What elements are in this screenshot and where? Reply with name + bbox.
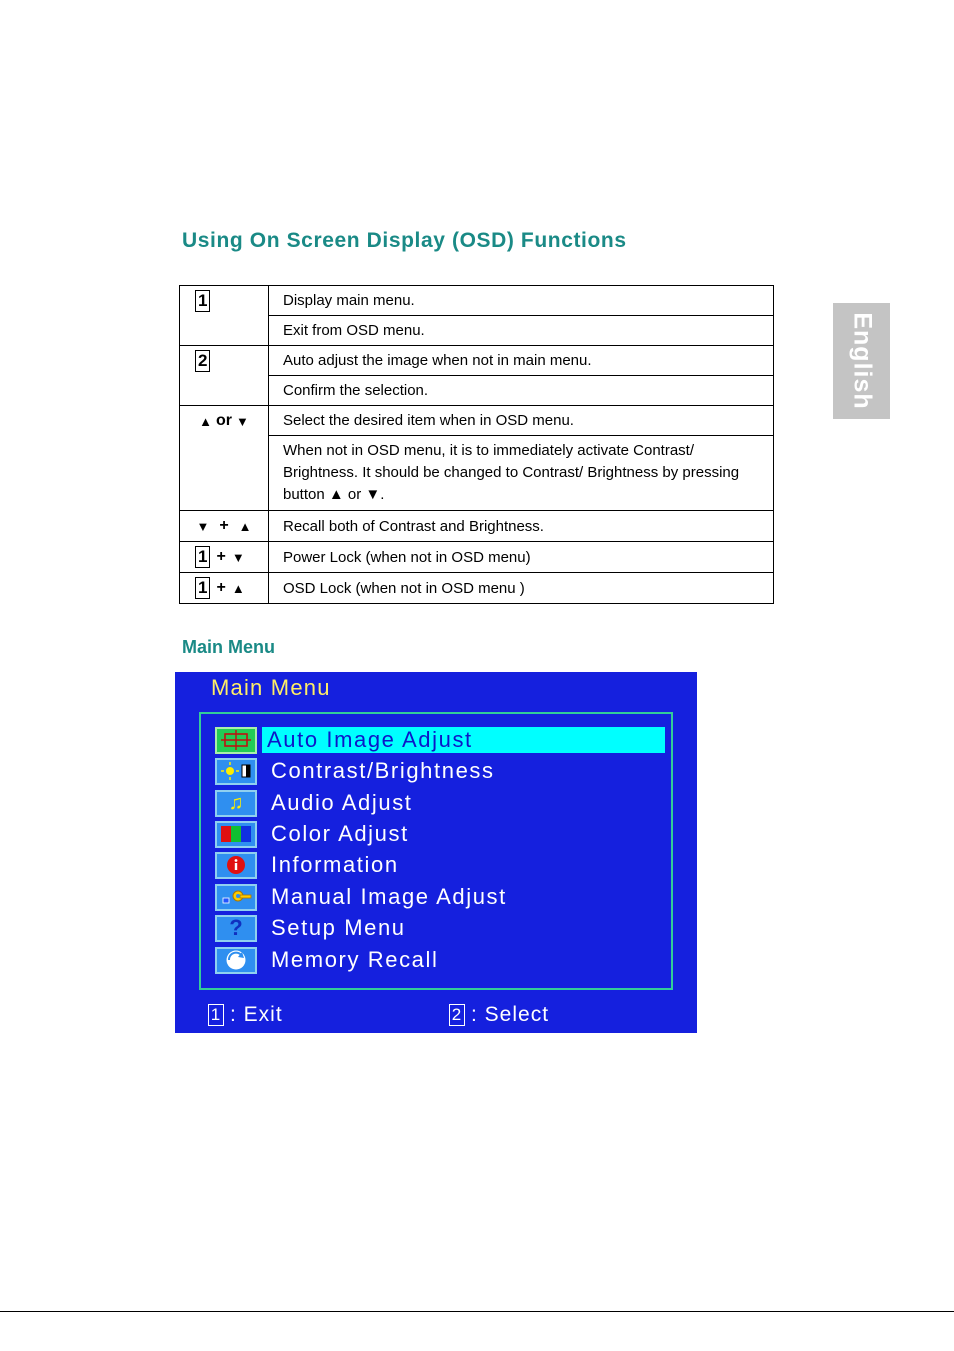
key-1-label: 1 [195, 546, 210, 568]
function-description: Select the desired item when in OSD menu. [269, 406, 774, 436]
osd-footer-select [449, 1003, 549, 1027]
function-description: Power Lock (when not in OSD menu) [269, 542, 774, 573]
menu-item-memory-recall[interactable] [215, 946, 439, 974]
function-description: Confirm the selection. [269, 376, 774, 406]
table-row [180, 376, 774, 406]
footer-key-2: 2 [449, 1004, 465, 1026]
function-description: When not in OSD menu, it is to immediately activate Contrast/ Brightness. It should be changed to Contrast/ Brightness by pressing button ▲ or ▼. [269, 436, 774, 511]
language-tab-label: English [848, 312, 876, 410]
main-menu-heading: Main Menu [182, 637, 275, 657]
menu-item-label: Manual Image Adjust [271, 884, 507, 909]
table-row [180, 511, 774, 542]
osd-menu-frame [199, 712, 673, 990]
key-cell [180, 406, 269, 511]
page-heading: Using On Screen Display (OSD) Functions [182, 229, 627, 252]
menu-item-setup-menu[interactable] [215, 914, 406, 942]
table-row [180, 316, 774, 346]
table-row [180, 542, 774, 573]
function-description: Display main menu. [269, 286, 774, 316]
osd-footer-exit [208, 1003, 283, 1027]
menu-item-label: Information [271, 852, 399, 877]
menu-item-contrast-brightness[interactable] [215, 757, 495, 785]
key-cell [180, 346, 269, 406]
menu-item-manual-image-adjust[interactable] [215, 883, 507, 911]
color-bars-icon [215, 821, 257, 848]
key-cell [180, 573, 269, 604]
recall-icon [215, 947, 257, 974]
wrench-icon [215, 884, 257, 911]
language-tab [833, 303, 890, 419]
menu-item-label: Memory Recall [271, 947, 439, 972]
key-cell [180, 542, 269, 573]
table-row [180, 406, 774, 436]
menu-item-audio-adjust[interactable] [215, 789, 413, 817]
key-plus-label: + [219, 517, 229, 534]
table-row [180, 436, 774, 511]
question-icon: ? [215, 915, 257, 942]
key-cell [180, 286, 269, 346]
table-row [180, 286, 774, 316]
menu-item-auto-image-adjust[interactable] [215, 726, 665, 754]
menu-item-color-adjust[interactable] [215, 820, 409, 848]
function-description: OSD Lock (when not in OSD menu ) [269, 573, 774, 604]
key-plus-label: + [216, 548, 226, 565]
function-description: Recall both of Contrast and Brightness. [269, 511, 774, 542]
music-note-icon: ♫ [215, 790, 257, 817]
osd-functions-table [179, 285, 774, 604]
menu-item-information[interactable] [215, 851, 399, 879]
osd-main-menu-screen [175, 672, 697, 1033]
osd-title: Main Menu [211, 675, 331, 700]
key-plus-label: + [216, 579, 226, 596]
footer-divider [0, 1311, 954, 1312]
menu-item-label: Color Adjust [271, 821, 409, 846]
menu-item-label: Contrast/Brightness [271, 758, 495, 783]
info-icon [215, 852, 257, 879]
function-description: Exit from OSD menu. [269, 316, 774, 346]
key-2-label: 2 [195, 350, 210, 372]
up-arrow-icon: ▲ [231, 580, 245, 596]
footer-select-label: : Select [471, 1003, 550, 1026]
function-description: Auto adjust the image when not in main menu. [269, 346, 774, 376]
footer-exit-label: : Exit [230, 1003, 283, 1026]
down-arrow-icon: ▼ [236, 413, 249, 429]
menu-item-label: Audio Adjust [271, 790, 413, 815]
key-or-label: or [216, 412, 232, 429]
down-arrow-icon: ▼ [231, 549, 245, 565]
table-row [180, 573, 774, 604]
crosshair-icon [215, 727, 257, 754]
sun-contrast-icon [215, 758, 257, 785]
down-arrow-icon: ▼ [196, 518, 210, 534]
table-row [180, 346, 774, 376]
up-arrow-icon: ▲ [238, 518, 252, 534]
menu-item-label: Auto Image Adjust [262, 727, 665, 753]
footer-key-1: 1 [208, 1004, 224, 1026]
up-arrow-icon: ▲ [199, 413, 212, 429]
key-1-label: 1 [195, 577, 210, 599]
key-1-label: 1 [195, 290, 210, 312]
key-cell [180, 511, 269, 542]
menu-item-label: Setup Menu [271, 915, 406, 940]
